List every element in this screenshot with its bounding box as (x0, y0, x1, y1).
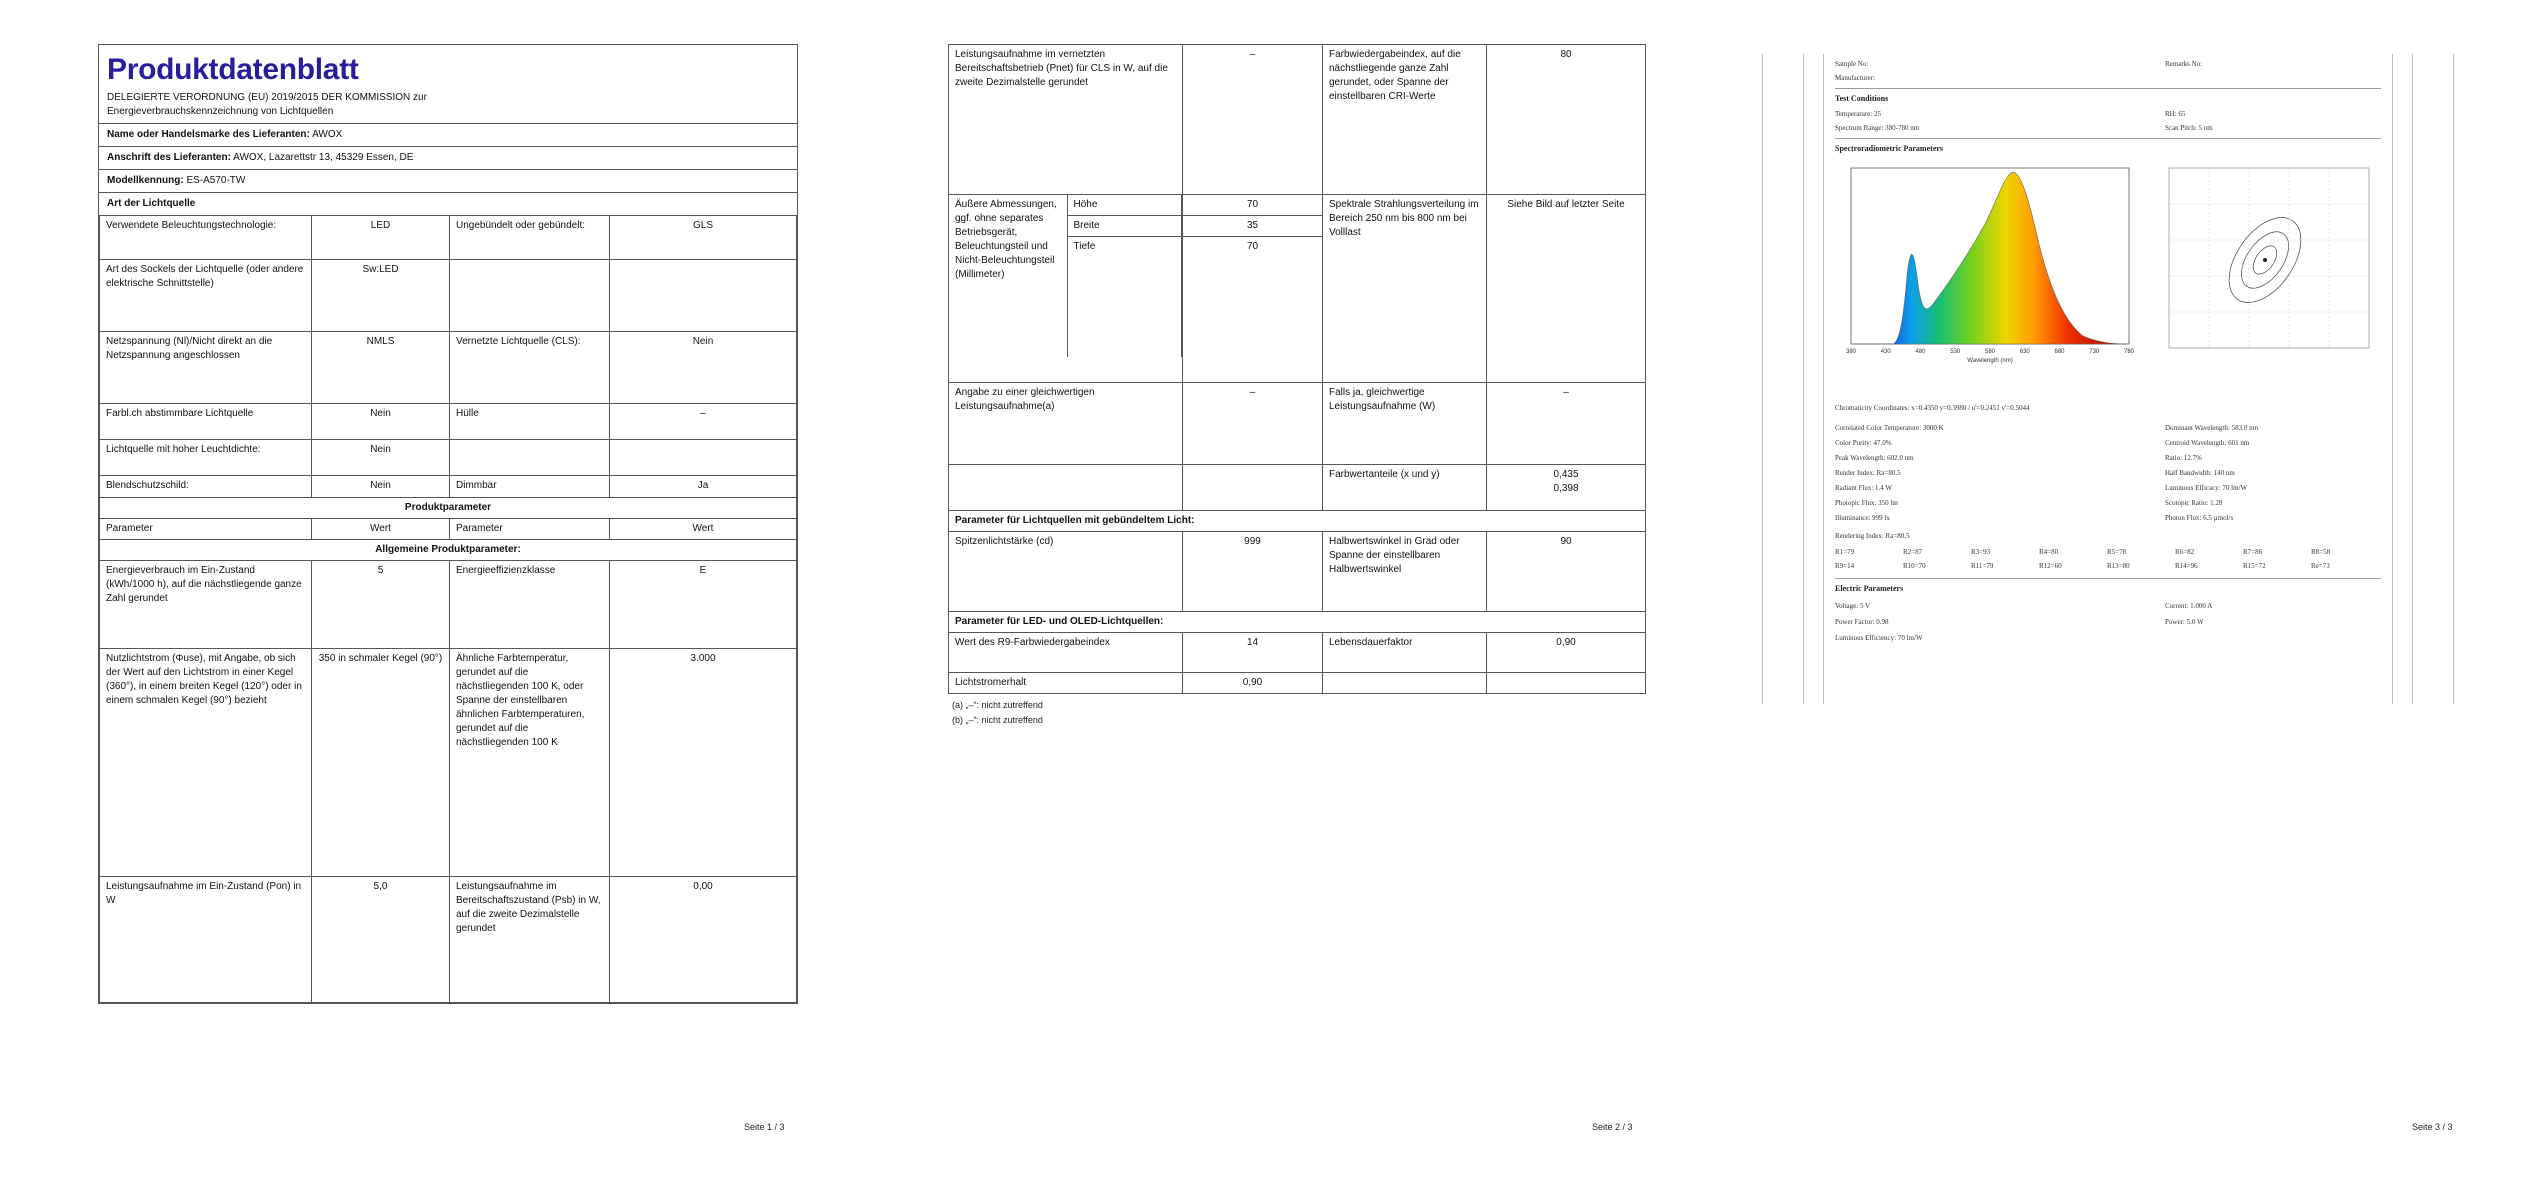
x-tick-label: 480 (1915, 349, 1926, 355)
table-row (100, 332, 797, 404)
cell-d: 3.000 (610, 649, 797, 877)
chromaticity-values (1487, 465, 1646, 511)
margin-rule (1803, 54, 1804, 704)
type-header-text: Art der Lichtquelle (107, 198, 196, 209)
cell-b: Nein (312, 476, 450, 498)
x-tick-label: 430 (1880, 349, 1891, 355)
table-row (100, 877, 797, 1003)
cell-d: 0,00 (610, 877, 797, 1003)
power-factor: Power Factor: 0.98 (1835, 618, 1889, 626)
dim-depth-label: Tiefe (1067, 237, 1182, 357)
spectro-param: Photopic Flux: 350 lm (1835, 499, 1898, 507)
equivalent-label: Angabe zu einer gleichwertigen Leistungsaufnahme(a) (949, 383, 1183, 465)
cell-b: Sw:LED (312, 260, 450, 332)
render-index-value: R3=93 (1971, 548, 1991, 556)
table-row (100, 649, 797, 877)
supplier-value: AWOX (312, 129, 343, 140)
spectro-param: Illuminance: 999 lx (1835, 514, 1890, 522)
cell-d (610, 260, 797, 332)
cell-b: Nein (312, 440, 450, 476)
peak-intensity-label: Spitzenlichtstärke (cd) (949, 532, 1183, 612)
render-index-value: R13=80 (2107, 562, 2130, 570)
cell-b: 5,0 (312, 877, 450, 1003)
dimensions-values (1183, 195, 1322, 357)
current: Current: 1.000 A (2165, 602, 2213, 610)
cell-b: NMLS (312, 332, 450, 404)
page-3-test-report (1762, 54, 2454, 704)
cell-c: Ähnliche Farbtemperatur, gerundet auf die nächstliegenden 100 K, oder Spanne der einstellbaren ähnlichen Farbtemperaturen, gerundet auf die nächstliegenden 100 K (450, 649, 610, 877)
survival-label: Lebensdauerfaktor (1323, 633, 1487, 673)
equivalent-if-label: Falls ja, gleichwertige Leistungsaufnahme (W) (1323, 383, 1487, 465)
regulation-subtitle (99, 89, 797, 123)
model-row (99, 169, 797, 192)
cell-a: Netzspannung (Nl)/Nicht direkt an die Netzspannung angeschlossen (100, 332, 312, 404)
dim-height-value: 70 (1183, 195, 1322, 216)
param-header-c: Parameter (450, 519, 610, 540)
cell-c: Ungebündelt oder gebündelt: (450, 216, 610, 260)
dim-height-label: Höhe (1067, 195, 1182, 216)
cell-d (610, 440, 797, 476)
beam-angle-label: Halbwertswinkel in Grad oder Spanne der einstellbaren Halbwertswinkel (1323, 532, 1487, 612)
margin-rule (2392, 54, 2393, 704)
table-row (100, 216, 797, 260)
cell-a: Verwendete Beleuchtungstechnologie: (100, 216, 312, 260)
address-label: Anschrift des Lieferanten: (107, 152, 231, 163)
cri-label: Farbwiedergabeindex, auf die nächstliegende ganze Zahl gerundet, oder Spanne der einstellbaren CRI-Werte (1323, 45, 1487, 195)
dim-width-value: 35 (1183, 216, 1322, 237)
luminous-efficiency: Luminous Efficiency: 70 lm/W (1835, 634, 1923, 642)
chromaticity-x: 0,435 (1553, 469, 1579, 480)
cell-a: Blendschutzschild: (100, 476, 312, 498)
supplier-label: Name oder Handelsmarke des Lieferanten: (107, 129, 310, 140)
cell-c (450, 260, 610, 332)
net-standby-label: Leistungsaufnahme im vernetzten Bereitschaftsbetrieb (Pnet) für CLS in W, auf die zweite Dezimalstelle gerundet (949, 45, 1183, 195)
spectro-param: Render Index: Ra=80.5 (1835, 469, 1901, 477)
r9-row (949, 633, 1646, 673)
footnote-2: (b) „–“: nicht zutreffend (952, 715, 1043, 725)
chromaticity-row (949, 465, 1646, 511)
cell-a: Leistungsaufnahme im Ein-Zustand (Pon) in W (100, 877, 312, 1003)
page-2-table (948, 44, 1646, 694)
equivalent-value: – (1183, 383, 1323, 465)
divider (1835, 578, 2381, 579)
cell-d: GLS (610, 216, 797, 260)
cell-a: Lichtquelle mit hoher Leuchtdichte: (100, 440, 312, 476)
render-index-value: R6=82 (2175, 548, 2195, 556)
subtitle-line-2: Energieverbrauchskennzeichnung von Lichtquellen (107, 106, 334, 117)
table-row (100, 476, 797, 498)
chromaticity-label: Farbwertanteile (x und y) (1323, 465, 1487, 511)
r9-value: 14 (1183, 633, 1323, 673)
footnote-1: (a) „–“: nicht zutreffend (952, 700, 1043, 710)
cell-c: Hülle (450, 404, 610, 440)
param-header-b: Wert (312, 519, 450, 540)
light-source-table (99, 215, 797, 1003)
render-index-value: R5=78 (2107, 548, 2127, 556)
x-tick-label: 730 (2089, 349, 2100, 355)
cie-chromaticity-diagram (2153, 164, 2381, 384)
led-header: Parameter für LED- und OLED-Lichtquellen: (949, 612, 1646, 633)
spectrum-chart (1835, 164, 2135, 364)
general-params-heading: Allgemeine Produktparameter: (100, 540, 797, 561)
cell-c: Vernetzte Lichtquelle (CLS): (450, 332, 610, 404)
dimensions-cell (949, 195, 1183, 383)
directional-header-row (949, 511, 1646, 532)
spectral-value: Siehe Bild auf letzter Seite (1487, 195, 1646, 383)
maintenance-row (949, 673, 1646, 694)
model-value: ES-A570-TW (186, 175, 246, 186)
spectro-param: Luminous Efficacy: 70 lm/W (2165, 484, 2248, 492)
dimensions-row (949, 195, 1646, 383)
spectral-label: Spektrale Strahlungsverteilung im Bereich 250 nm bis 800 nm bei Volllast (1323, 195, 1487, 383)
model-label: Modellkennung: (107, 175, 184, 186)
table-row (100, 440, 797, 476)
cell-c (450, 440, 610, 476)
type-header (99, 192, 797, 215)
x-tick-label: 580 (1984, 349, 1996, 355)
x-tick-label: 780 (2123, 349, 2135, 355)
test-conditions-heading: Test Conditions (1835, 94, 1889, 103)
cell-c: Dimmbar (450, 476, 610, 498)
scan-pitch: Scan Pitch: 5 nm (2165, 124, 2213, 132)
cri-value: 80 (1487, 45, 1646, 195)
peak-intensity-value: 999 (1183, 532, 1323, 612)
cell-c: Leistungsaufnahme im Bereitschaftszustand (Psb) in W, auf die zweite Dezimalstelle gerundet (450, 877, 610, 1003)
spectro-param: Ratio: 12.7% (2165, 454, 2202, 462)
param-header-a: Parameter (100, 519, 312, 540)
render-index-value: R14=96 (2175, 562, 2198, 570)
cell-a: Nutzlichtstrom (Φuse), mit Angabe, ob sich der Wert auf den Lichtstrom in einer Kegel (360°), in einem breiten Kegel (120°) oder in einem schmalen Kegel (90°) bezieht (100, 649, 312, 877)
dim-depth-value: 70 (1183, 237, 1322, 357)
dimensions-values-cell (1183, 195, 1323, 383)
x-tick-label: 530 (1950, 349, 1961, 355)
chromaticity-coordinates: Chromaticity Coordinates: x=0.4350 y=0.3980 / u'=0.2451 v'=0.5044 (1835, 404, 2030, 412)
x-axis-label: Wavelength (nm) (1967, 358, 2013, 364)
table-row (100, 561, 797, 649)
spectro-param: Color Purity: 47.0% (1835, 439, 1892, 447)
cell-b: Nein (312, 404, 450, 440)
led-header-row (949, 612, 1646, 633)
equivalent-row (949, 383, 1646, 465)
cell-b: 350 in schmaler Kegel (90°) (312, 649, 450, 877)
product-params-heading: Produktparameter (100, 498, 797, 519)
render-index-value: R11=79 (1971, 562, 1994, 570)
render-index-value: R12=60 (2039, 562, 2062, 570)
report-body (1835, 54, 2381, 704)
sample-no: Sample No: (1835, 60, 1869, 68)
spectro-param: Photon Flux: 6.5 µmol/s (2165, 514, 2234, 522)
table-row (100, 404, 797, 440)
x-tick-label: 680 (2054, 349, 2065, 355)
render-index-value: R10=70 (1903, 562, 1926, 570)
address-value: AWOX, Lazarettstr 13, 45329 Essen, DE (233, 152, 414, 163)
cell-c: Energieeffizienzklasse (450, 561, 610, 649)
table-row (100, 260, 797, 332)
page-2-number: Seite 2 / 3 (1592, 1122, 1633, 1132)
cell-d: – (610, 404, 797, 440)
survival-value: 0,90 (1487, 633, 1646, 673)
footnotes (948, 698, 1646, 728)
cie-point (2263, 258, 2267, 262)
divider (1835, 138, 2381, 139)
spectro-param: Radiant Flux: 1.4 W (1835, 484, 1893, 492)
render-index-value: R1=79 (1835, 548, 1855, 556)
electric-heading: Electric Parameters (1835, 584, 1904, 593)
render-index-value: R9=14 (1835, 562, 1855, 570)
spectro-param: Dominant Wavelength: 583.0 nm (2165, 424, 2259, 432)
render-index-value: R4=80 (2039, 548, 2059, 556)
dimensions-label: Äußere Abmessungen, ggf. ohne separates Betriebsgerät, Beleuchtungsteil und Nicht-Beleuchtungsteil (Millimeter) (949, 195, 1067, 357)
humidity: RH: 65 (2165, 110, 2186, 118)
product-params-row (100, 498, 797, 519)
document-title: Produktdatenblatt (107, 53, 359, 86)
render-index-value: R8=58 (2311, 548, 2331, 556)
cell-a: Art des Sockels der Lichtquelle (oder andere elektrische Schnittstelle) (100, 260, 312, 332)
render-index-value: R15=72 (2243, 562, 2266, 570)
render-index-value: R2=87 (1903, 548, 1923, 556)
param-header-row (100, 519, 797, 540)
page-2 (948, 44, 1646, 728)
spectrum-range: Spectrum Range: 380-780 nm (1835, 124, 1920, 132)
param-header-d: Wert (610, 519, 797, 540)
voltage: Voltage: 5 V (1835, 602, 1871, 610)
cie-plot-area (2169, 168, 2369, 348)
general-params-row (100, 540, 797, 561)
cell-d: Ja (610, 476, 797, 498)
margin-rule (2412, 54, 2413, 704)
maintenance-label: Lichtstromerhalt (949, 673, 1183, 694)
beam-angle-value: 90 (1487, 532, 1646, 612)
page-1 (98, 44, 798, 1004)
dimensions-inner (949, 195, 1182, 357)
empty-cell (1323, 673, 1487, 694)
page-1-number: Seite 1 / 3 (744, 1122, 785, 1132)
rendering-index-heading: Rendering Index: Ra=80.5 (1835, 532, 1910, 540)
maintenance-value: 0,90 (1183, 673, 1323, 694)
standby-row (949, 45, 1646, 195)
manufacturer: Manufacturer: (1835, 74, 1876, 82)
spectro-param: Half Bandwidth: 140 nm (2165, 469, 2235, 477)
directional-header: Parameter für Lichtquellen mit gebündeltem Licht: (949, 511, 1646, 532)
subtitle-line-1: DELEGIERTE VERORDNUNG (EU) 2019/2015 DER KOMMISSION zur (107, 92, 427, 103)
page-3-number: Seite 3 / 3 (2412, 1122, 2453, 1132)
chromaticity-y: 0,398 (1553, 483, 1579, 494)
power: Power: 5.0 W (2165, 618, 2204, 626)
cell-d: E (610, 561, 797, 649)
net-standby-value: – (1183, 45, 1323, 195)
remarks-no: Remarks No: (2165, 60, 2203, 68)
peak-row (949, 532, 1646, 612)
render-index-value: R7=86 (2243, 548, 2263, 556)
cell-a: Farbl.ch abstimmbare Lichtquelle (100, 404, 312, 440)
page-1-frame (98, 44, 798, 1004)
address-row (99, 146, 797, 169)
equivalent-if-value: – (1487, 383, 1646, 465)
margin-rule (1823, 54, 1824, 704)
x-tick-label: 630 (2019, 349, 2030, 355)
spectro-param: Peak Wavelength: 602.0 nm (1835, 454, 1914, 462)
empty-cell (1487, 673, 1646, 694)
dim-width-label: Breite (1067, 216, 1182, 237)
temperature: Temperature: 25 (1835, 110, 1881, 118)
x-tick-label: 380 (1845, 349, 1857, 355)
render-index-value: Re=73 (2311, 562, 2330, 570)
empty-cell (1183, 465, 1323, 511)
cell-d: Nein (610, 332, 797, 404)
cell-b: 5 (312, 561, 450, 649)
spectro-param: Correlated Color Temperature: 3000 K (1835, 424, 1944, 432)
spectro-heading: Spectroradiometric Parameters (1835, 144, 1944, 153)
empty-cell (949, 465, 1183, 511)
divider (1835, 88, 2381, 89)
r9-label: Wert des R9-Farbwiedergabeindex (949, 633, 1183, 673)
supplier-row (99, 123, 797, 146)
spectro-param: Scotopic Ratio: 1.28 (2165, 499, 2223, 507)
cell-b: LED (312, 216, 450, 260)
cell-a: Energieverbrauch im Ein-Zustand (kWh/1000 h), auf die nächstliegende ganze Zahl gerundet (100, 561, 312, 649)
spectro-param: Centroid Wavelength: 601 nm (2165, 439, 2250, 447)
